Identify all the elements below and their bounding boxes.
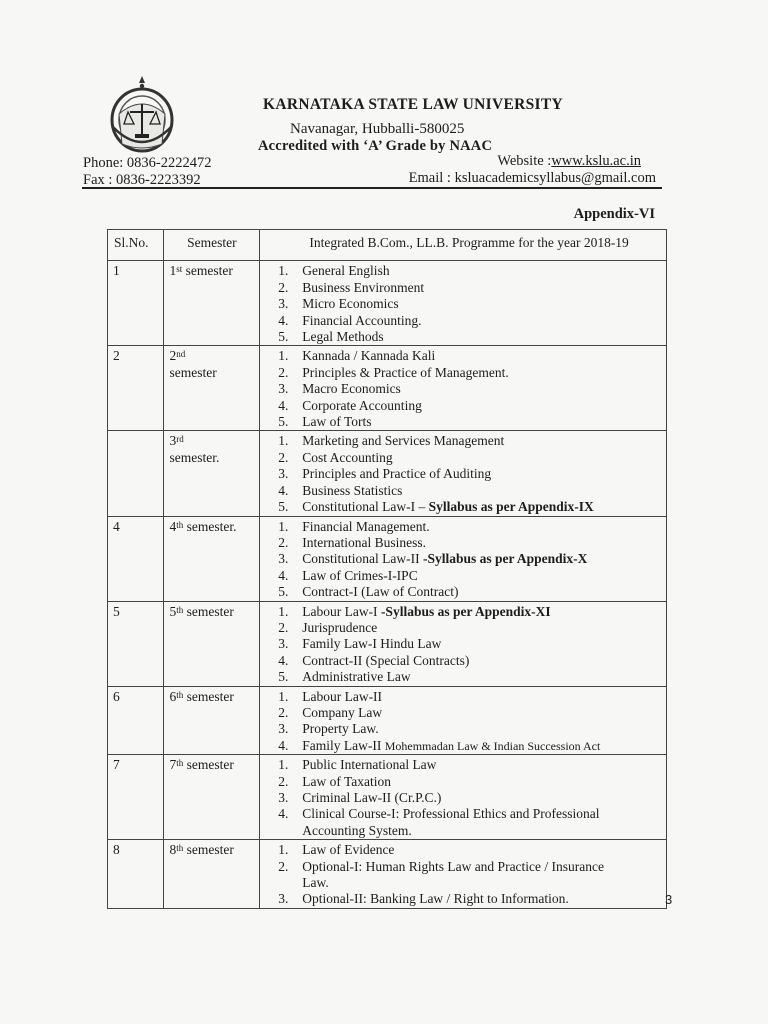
sl-no-cell: 4 [108,516,164,601]
subject-number: 3. [278,790,289,805]
subject-item [278,568,662,584]
subject-title: Principles and Practice of Auditing [302,466,492,482]
subject-title: General English [302,263,390,279]
subject-title: Business Statistics [302,482,403,498]
semester-word: semester. [169,449,220,465]
subject-title: Labour Law-I [302,603,381,619]
subject-number: 2. [278,773,289,789]
subject-number: 3. [278,466,289,482]
university-address: Navanagar, Hubballi-580025 [290,121,465,137]
semester-ordinal-suffix: st [176,264,183,275]
subjects-cell [260,686,667,755]
subject-number: 5. [278,669,289,685]
semester-label [169,757,255,773]
semester-word: semester [183,603,234,619]
subject-title: Marketing and Services Management [302,433,505,449]
subject-title: Company Law [302,704,383,720]
semester-number: 6 [169,688,177,704]
semester-cell [164,346,260,431]
semester-number: 7 [169,757,177,773]
subject-title: Micro Economics [302,296,399,312]
subject-number: 1. [278,518,289,534]
semester-cell [164,601,260,686]
subject-item [278,806,662,822]
syllabus-reference: Syllabus as per Appendix-IX [428,499,594,515]
subjects-cell [260,261,667,346]
subject-item [278,738,662,754]
subject-item [278,842,662,858]
subject-item [278,891,662,907]
subject-item [278,296,662,312]
semester-label [169,689,255,705]
sl-no-cell: 8 [108,840,164,909]
subject-title: Family Law-I Hindu Law [302,636,442,652]
semester-label [169,604,255,620]
semester-ordinal-suffix: th [176,843,184,854]
semester-label [169,263,255,279]
subject-item [278,433,662,449]
subject-item [278,653,662,669]
subject-item [278,604,662,620]
semester-number: 3 [169,433,177,449]
semester-word: semester. [183,518,237,534]
subject-number: 5. [278,414,289,430]
subject-title-continued: Law. [302,875,329,891]
subject-title: Constitutional Law-I – [302,499,429,515]
subject-title: Constitutional Law-II [302,551,423,567]
subject-title: Optional-II: Banking Law / Right to Information. [302,891,569,907]
fax-label: Fax : [83,172,117,188]
table-row [108,346,667,431]
subject-item [278,551,662,567]
subjects-cell [260,840,667,909]
syllabus-table [107,229,667,909]
subject-title: Law of Crimes-I-IPC [302,567,418,583]
subject-number: 3. [278,721,289,737]
subject-title: Jurisprudence [302,619,378,635]
subjects-cell [260,601,667,686]
subject-item [278,689,662,705]
email-line [409,170,656,187]
subject-item [278,263,662,279]
subject-title: Macro Economics [302,381,401,397]
semester-number: 5 [169,603,177,619]
subject-number: 3. [278,381,289,397]
subject-number: 4. [278,652,289,668]
subject-item [278,774,662,790]
semester-cell [164,840,260,909]
subject-title: Optional-I: Human Rights Law and Practice / Insurance [302,858,605,874]
subject-item [278,313,662,329]
subject-item [278,329,662,345]
table-row [108,840,667,909]
table-row [108,516,667,601]
appendix-title: Appendix-VI [573,206,655,222]
subject-title: Clinical Course-I: Professional Ethics and Professional [302,806,600,822]
subject-item [278,280,662,296]
subjects-cell [260,516,667,601]
header-semester: Semester [164,230,260,261]
table-header-row [108,230,667,261]
subject-item [278,620,662,636]
website-label: Website : [497,153,552,169]
subjects-cell [260,431,667,516]
subject-title: International Business. [302,534,426,550]
subject-number: 1. [278,842,289,858]
subject-number: 2. [278,279,289,295]
semester-ordinal-suffix: th [176,758,184,769]
subject-title: Law of Evidence [302,842,395,858]
subject-title: Contract-II (Special Contracts) [302,652,470,668]
page-number: 3 [665,892,673,907]
university-name: KARNATAKA STATE LAW UNIVERSITY [263,96,563,113]
subject-number: 3. [278,891,289,907]
subject-number: 5. [278,499,289,515]
semester-cell [164,686,260,755]
semester-word: semester [183,842,234,858]
semester-word: semester [169,364,217,380]
subject-number: 2. [278,534,289,550]
subjects-cell [260,755,667,840]
subject-title: Contract-I (Law of Contract) [302,584,459,600]
header-sl-no: Sl.No. [108,230,164,261]
semester-cell [164,431,260,516]
subject-title: Financial Management. [302,518,430,534]
table-row [108,431,667,516]
subject-title-continued: Accounting System. [302,822,412,838]
semester-label [169,842,255,858]
subject-number: 3. [278,296,289,312]
subject-item [278,450,662,466]
subject-item [278,381,662,397]
website-link[interactable]: www.kslu.ac.in [551,153,641,169]
phone-label: Phone: [83,155,127,171]
subject-number: 4. [278,806,289,822]
subject-number: 1. [278,603,289,619]
semester-cell [164,516,260,601]
semester-word: semester [183,688,234,704]
subject-item [278,705,662,721]
email-label: Email : [408,170,455,186]
semester-word: semester [182,263,233,279]
subject-item [278,466,662,482]
subject-item [278,636,662,652]
subject-number: 2. [278,449,289,465]
subject-item [278,790,662,806]
semester-number: 8 [169,842,177,858]
subject-title: Criminal Law-II (Cr.P.C.) [302,790,442,805]
subject-number: 1. [278,263,289,279]
semester-ordinal-suffix: nd [176,349,186,360]
subject-detail: Mohemmadan Law & Indian Succession Act [384,738,601,753]
semester-number: 4 [169,518,177,534]
table-row [108,755,667,840]
semester-ordinal-suffix: th [176,604,184,615]
subject-title: Public International Law [302,757,437,773]
subject-title: Kannada / Kannada Kali [302,348,436,364]
sl-no-cell: 2 [108,346,164,431]
subject-number: 4. [278,312,289,328]
fax-number: 0836-2223392 [116,172,201,188]
semester-label [169,348,255,364]
subject-title: Law of Torts [302,414,372,430]
subject-title: Cost Accounting [302,449,393,465]
subject-title: Law of Taxation [302,773,391,789]
subject-number: 4. [278,397,289,413]
subject-number: 4. [278,482,289,498]
subject-title: Corporate Accounting [302,397,422,413]
subject-title: Legal Methods [302,329,384,345]
table-body [108,261,667,908]
subject-number: 3. [278,551,289,567]
subject-title: Labour Law-II [302,688,383,704]
website-line [497,153,641,170]
subject-item [278,414,662,430]
subject-item [278,859,662,875]
subject-title: Administrative Law [302,669,411,685]
table-row [108,601,667,686]
subject-title: Property Law. [302,721,379,737]
header-divider [82,187,662,189]
sl-no-cell: 5 [108,601,164,686]
table-row [108,686,667,755]
semester-number: 1 [169,263,177,279]
subject-number: 1. [278,433,289,449]
subject-number: 1. [278,348,289,364]
semester-number: 2 [169,348,177,364]
accreditation-line: Accredited with ‘A’ Grade by NAAC [258,138,493,154]
subject-item [278,483,662,499]
semester-cell [164,261,260,346]
semester-label [169,519,255,535]
subject-number: 2. [278,704,289,720]
subject-title: Family Law-II [302,737,385,753]
semester-label [169,433,255,449]
semester-ordinal-suffix: th [176,689,184,700]
subject-item [278,348,662,364]
email-address: ksluacademicsyllabus@gmail.com [454,170,656,186]
semester-ordinal-suffix: rd [176,434,184,445]
subject-title: Principles & Practice of Management. [302,364,509,380]
subject-number: 5. [278,329,289,345]
syllabus-reference: -Syllabus as per Appendix-XI [380,603,551,619]
subject-item [278,519,662,535]
subject-item [278,584,662,600]
semester-word: semester [183,757,234,773]
subject-item [278,398,662,414]
subject-title: Financial Accounting. [302,312,422,328]
subject-title: Business Environment [302,279,425,295]
subject-number: 2. [278,619,289,635]
subject-item [278,757,662,773]
phone-line [83,155,212,172]
semester-cell [164,755,260,840]
sl-no-cell: 1 [108,261,164,346]
subject-number: 2. [278,364,289,380]
semester-ordinal-suffix: th [176,519,184,530]
subject-item [278,669,662,685]
sl-no-cell: 6 [108,686,164,755]
phone-number: 0836-2222472 [126,155,212,171]
sl-no-cell [108,431,164,516]
subject-number: 4. [278,567,289,583]
subject-number: 1. [278,757,289,773]
header-programme: Integrated B.Com., LL.B. Programme for the year 2018-19 [260,230,667,261]
table-row [108,261,667,346]
subjects-cell [260,346,667,431]
subject-number: 4. [278,737,289,753]
subject-item [278,721,662,737]
subject-number: 2. [278,858,289,874]
subject-number: 1. [278,688,289,704]
syllabus-reference: -Syllabus as per Appendix-X [422,551,588,567]
university-emblem-logo [104,74,180,154]
subject-number: 5. [278,584,289,600]
subject-item [278,499,662,515]
subject-item [278,365,662,381]
sl-no-cell: 7 [108,755,164,840]
subject-item [278,535,662,551]
subject-number: 3. [278,636,289,652]
